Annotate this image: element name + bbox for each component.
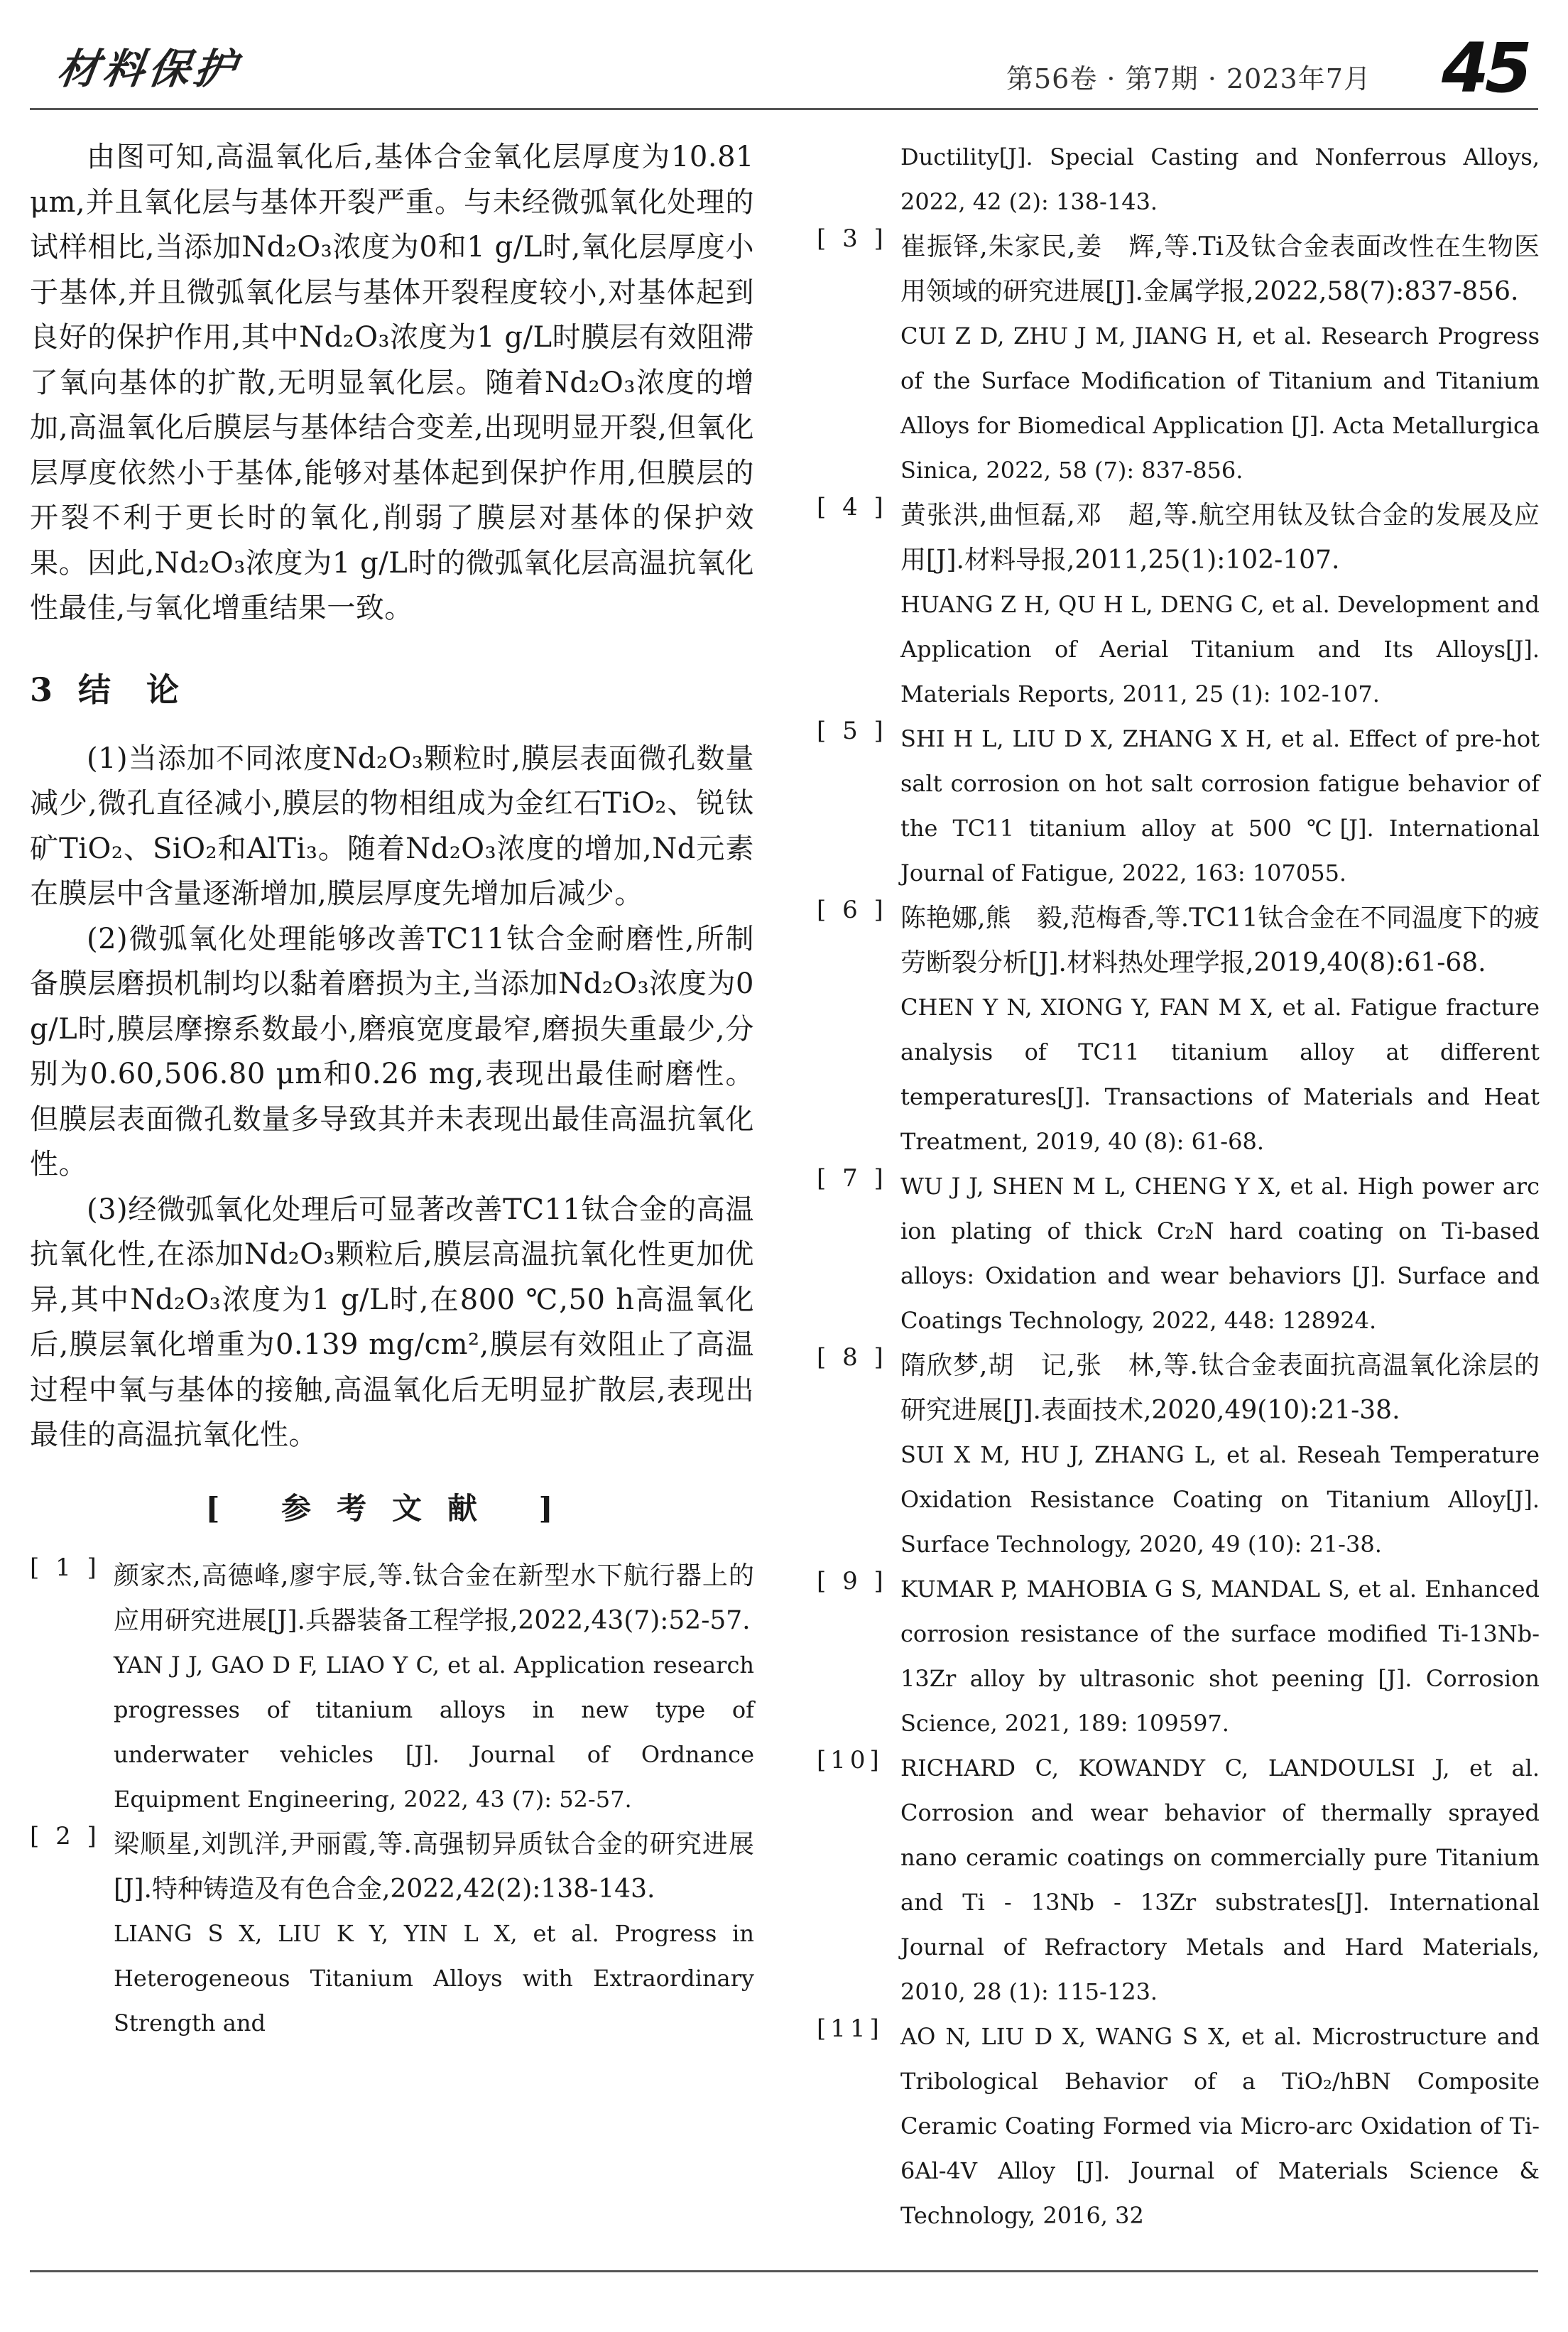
reference-item xyxy=(817,1343,1540,1567)
conclusion-3: (3)经微弧氧化处理后可显著改善TC11钛合金的高温抗氧化性,在添加Nd₂O₃颗粒后,膜层高温抗氧化性更加优异,其中Nd₂O₃浓度为1 g/L时,在800 ℃,50 h高温氧化后,膜层氧化增重为0.139 mg/cm²,膜层有效阻止了高温过程中氧与基体的接触,高温氧化后无明显扩散层,表现出最佳的高温抗氧化性。 xyxy=(30,1193,754,1451)
right-column xyxy=(817,135,1540,2238)
reference-cn: 黄张洪,曲恒磊,邓 超,等.航空用钛及钛合金的发展及应用[J].材料导报,2011,25(1):102-107. xyxy=(900,501,1540,575)
reference-number: [10] xyxy=(817,1746,883,1774)
reference-number: [ 7 ] xyxy=(817,1164,888,1193)
reference-en: Ductility[J]. Special Casting and Nonferrous Alloys, 2022, 42 (2): 138-143. xyxy=(900,143,1540,215)
body-paragraph: 由图可知,高温氧化后,基体合金氧化层厚度为10.81 μm,并且氧化层与基体开裂严重。与未经微弧氧化处理的试样相比,当添加Nd₂O₃浓度为0和1 g/L时,氧化层厚度小于基体,并且微弧氧化层与基体开裂程度较小,对基体起到良好的保护作用,其中Nd₂O₃浓度为1 g/L时膜层有效阻滞了氧向基体的扩散,无明显氧化层。随着Nd₂O₃浓度的增加,高温氧化后膜层与基体结合变差,出现明显开裂,但氧化层厚度依然小于基体,能够对基体起到保护作用,但膜层的开裂不利于更长时的氧化,削弱了膜层对基体的保护效果。因此,Nd₂O₃浓度为1 g/L时的微弧氧化层高温抗氧化性最佳,与氧化增重结果一致。 xyxy=(30,141,754,624)
reference-item xyxy=(817,717,1540,896)
reference-en: LIANG S X, LIU K Y, YIN L X, et al. Progress in Heterogeneous Titanium Alloys with Extraordinary Strength and xyxy=(114,1919,754,2037)
header-rule xyxy=(30,108,1538,110)
conclusion-1: (1)当添加不同浓度Nd₂O₃颗粒时,膜层表面微孔数量减少,微孔直径减小,膜层的物相组成为金红石TiO₂、锐钛矿TiO₂、SiO₂和AlTi₃。随着Nd₂O₃浓度的增加,Nd元素在膜层中含量逐渐增加,膜层厚度先增加后减少。 xyxy=(30,742,754,910)
reference-item xyxy=(817,1164,1540,1343)
page-number: 45 xyxy=(1442,28,1528,108)
reference-en: YAN J J, GAO D F, LIAO Y C, et al. Application research progresses of titanium alloys in new type of underwater vehicles [J]. Journal of Ordnance Equipment Engineering, 2022, 43 (7): 52-57. xyxy=(114,1651,754,1813)
issue-info: 第56卷 · 第7期 · 2023年7月 xyxy=(1006,63,1371,94)
conclusion-2: (2)微弧氧化处理能够改善TC11钛合金耐磨性,所制备膜层磨损机制均以黏着磨损为主,当添加Nd₂O₃浓度为0 g/L时,膜层摩擦系数最小,磨痕宽度最窄,磨损失重最少,分别为0.60,506.80 μm和0.26 mg,表现出最佳耐磨性。但膜层表面微孔数量多导致其并未表现出最佳高温抗氧化性。 xyxy=(30,922,754,1181)
reference-item xyxy=(817,493,1540,717)
reference-en: CHEN Y N, XIONG Y, FAN M X, et al. Fatigue fracture analysis of TC11 titanium alloy at different temperatures[J]. Transactions of Materials and Heat Treatment, 2019, 40 (8): 61-68. xyxy=(900,994,1540,1155)
journal-logo: 材料保护 xyxy=(54,45,244,93)
reference-en: KUMAR P, MAHOBIA G S, MANDAL S, et al. Enhanced corrosion resistance of the surface modified Ti-13Nb-13Zr alloy by ultrasonic shot peening [J]. Corrosion Science, 2021, 189: 109597. xyxy=(900,1576,1540,1737)
reference-item xyxy=(30,1822,754,2046)
reference-number: [ 9 ] xyxy=(817,1567,888,1595)
reference-number: [ 5 ] xyxy=(817,717,888,745)
reference-cn: 颜家杰,高德峰,廖宇辰,等.钛合金在新型水下航行器上的应用研究进展[J].兵器装备工程学报,2022,43(7):52-57. xyxy=(114,1561,754,1635)
section-number: 3 xyxy=(30,670,55,709)
references-title: [ 参考文献 ] xyxy=(205,1490,579,1526)
reference-item xyxy=(817,224,1540,493)
reference-cn: 梁顺星,刘凯洋,尹丽霞,等.高强韧异质钛合金的研究进展[J].特种铸造及有色合金,2022,42(2):138-143. xyxy=(114,1829,754,1904)
reference-en: CUI Z D, ZHU J M, JIANG H, et al. Research Progress of the Surface Modification of Titanium and Titanium Alloys for Biomedical Application [J]. Acta Metallurgica Sinica, 2022, 58 (7): 837-856. xyxy=(900,322,1540,484)
section-title: 结 论 xyxy=(78,670,181,709)
reference-cn: 崔振铎,朱家民,姜 辉,等.Ti及钛合金表面改性在生物医用领域的研究进展[J].金属学报,2022,58(7):837-856. xyxy=(900,232,1540,306)
reference-en: SHI H L, LIU D X, ZHANG X H, et al. Effect of pre-hot salt corrosion on hot salt corrosion fatigue behavior of the TC11 titanium alloy at 500 ℃[J]. International Journal of Fatigue, 2022, 163: 107055. xyxy=(900,725,1540,886)
reference-number: [ 2 ] xyxy=(30,1821,101,1850)
reference-item xyxy=(817,1746,1540,2014)
reference-continuation xyxy=(817,135,1540,224)
reference-en: WU J J, SHEN M L, CHENG Y X, et al. High power arc ion plating of thick Cr₂N hard coating on Ti-based alloys: Oxidation and wear behaviors [J]. Surface and Coatings Technology, 2022, 448: 128924. xyxy=(900,1173,1540,1334)
reference-number: [ 6 ] xyxy=(817,896,888,924)
reference-item xyxy=(817,2014,1540,2238)
reference-en: SUI X M, HU J, ZHANG L, et al. Reseah Temperature Oxidation Resistance Coating on Titanium Alloy[J]. Surface Technology, 2020, 49 (10): 21-38. xyxy=(900,1441,1540,1558)
left-column xyxy=(30,135,754,2046)
reference-item xyxy=(30,1553,754,1822)
reference-item xyxy=(817,896,1540,1164)
reference-number: [ 1 ] xyxy=(30,1553,101,1582)
reference-number: [ 8 ] xyxy=(817,1343,888,1372)
page-header xyxy=(30,28,1538,107)
reference-en: AO N, LIU D X, WANG S X, et al. Microstructure and Tribological Behavior of a TiO₂/hBN Composite Ceramic Coating Formed via Micro-arc Oxidation of Ti-6Al-4V Alloy [J]. Journal of Materials Science & Technology, 2016, 32 xyxy=(900,2023,1540,2229)
reference-number: [11] xyxy=(817,2014,883,2043)
reference-en: RICHARD C, KOWANDY C, LANDOULSI J, et al. Corrosion and wear behavior of thermally sprayed nano ceramic coatings on commercially pure Titanium and Ti - 13Nb - 13Zr substrates[J]. International Journal of Refractory Metals and Hard Materials, 2010, 28 (1): 115-123. xyxy=(900,1755,1540,2005)
reference-cn: 隋欣梦,胡 记,张 林,等.钛合金表面抗高温氧化涂层的研究进展[J].表面技术,2020,49(10):21-38. xyxy=(900,1351,1540,1425)
reference-item xyxy=(817,1567,1540,1746)
reference-number: [ 3 ] xyxy=(817,224,888,253)
section-heading xyxy=(30,664,754,711)
footer-rule xyxy=(30,2270,1538,2272)
reference-number: [ 4 ] xyxy=(817,493,888,521)
reference-en: HUANG Z H, QU H L, DENG C, et al. Development and Application of Aerial Titanium and Its Alloys[J]. Materials Reports, 2011, 25 (1): 102-107. xyxy=(900,591,1540,707)
reference-cn: 陈艳娜,熊 毅,范梅香,等.TC11钛合金在不同温度下的疲劳断裂分析[J].材料热处理学报,2019,40(8):61-68. xyxy=(900,904,1540,977)
